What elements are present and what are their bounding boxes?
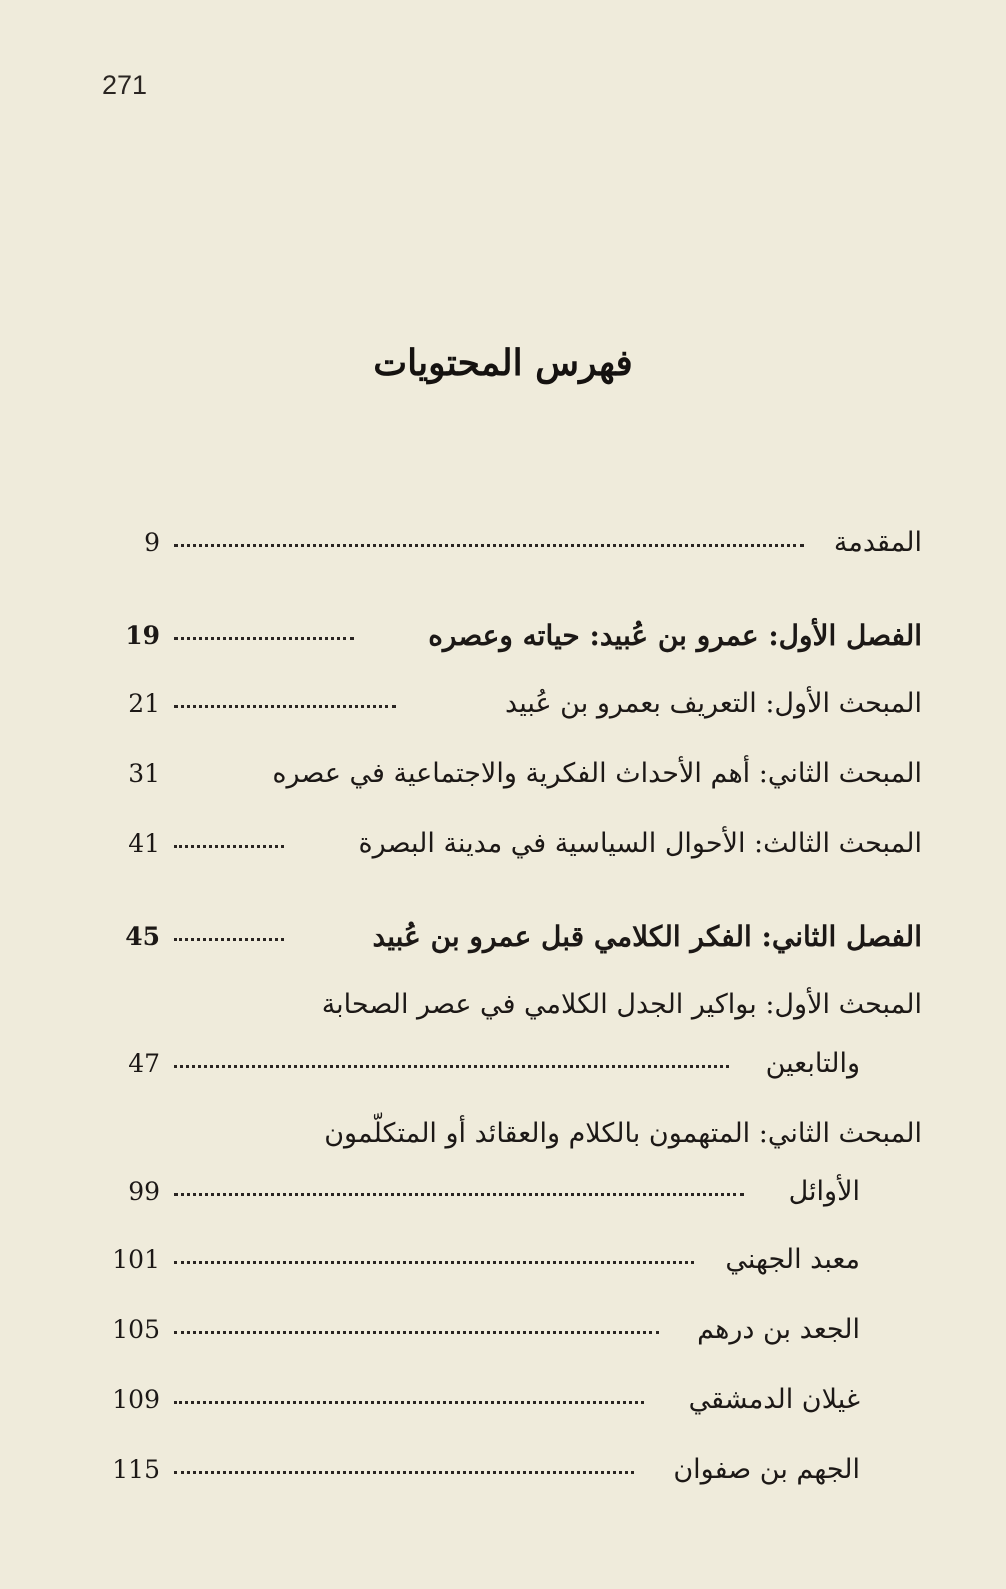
toc-entry-label: المبحث الأول: بواكير الجدل الكلامي في عصر الصحابة xyxy=(321,989,922,1020)
toc-entry-label: الجعد بن درهم xyxy=(697,1314,860,1345)
dot-leader xyxy=(174,845,284,848)
toc-entry-mabad[interactable] xyxy=(100,1240,922,1280)
dot-leader xyxy=(174,938,284,941)
toc-entry-label: المبحث الثاني: أهم الأحداث الفكرية والاجتماعية في عصره xyxy=(272,758,922,789)
page-number: 271 xyxy=(102,70,148,100)
toc-entry-page: 99 xyxy=(128,1177,160,1206)
toc-entry-chapter-2[interactable] xyxy=(100,917,922,957)
toc-entry-page: 41 xyxy=(128,829,160,858)
toc-entry-section-1-1[interactable] xyxy=(100,684,922,724)
toc-entry-jaad[interactable] xyxy=(100,1310,922,1350)
toc-entry-page: 45 xyxy=(125,922,160,951)
toc-entry-section-1-3[interactable] xyxy=(100,824,922,864)
toc-entry-label: المقدمة xyxy=(833,527,922,558)
toc-entry-label: والتابعين xyxy=(765,1048,860,1079)
toc-entry-page: 21 xyxy=(128,689,160,718)
dot-leader xyxy=(174,1065,729,1068)
toc-entry-page: 47 xyxy=(128,1049,160,1078)
toc-entry-label: غيلان الدمشقي xyxy=(688,1384,860,1415)
page-title: فهرس المحتويات xyxy=(373,342,633,384)
toc-entry-page: 9 xyxy=(144,528,160,557)
toc-entry-page: 109 xyxy=(112,1385,160,1414)
toc-entry-label: معبد الجهني xyxy=(725,1244,860,1275)
dot-leader xyxy=(174,1261,694,1264)
toc-entry-label: المبحث الثالث: الأحوال السياسية في مدينة البصرة xyxy=(358,828,922,859)
toc-entry-label: الفصل الثاني: الفكر الكلامي قبل عمرو بن عُبيد xyxy=(372,920,922,953)
toc-entry-label: الجهم بن صفوان xyxy=(673,1454,860,1485)
toc-entry-label: المبحث الثاني: المتهمون بالكلام والعقائد أو المتكلّمون xyxy=(324,1118,922,1149)
toc-entry-jahm[interactable] xyxy=(100,1450,922,1490)
toc-entry-section-2-2-cont[interactable] xyxy=(100,1172,922,1212)
toc-entry-page: 115 xyxy=(112,1455,160,1484)
toc-entry-section-2-1[interactable] xyxy=(100,985,922,1025)
dot-leader xyxy=(174,1193,744,1196)
toc-entry-label: الأوائل xyxy=(788,1176,860,1207)
toc-entry-section-1-2[interactable] xyxy=(100,754,922,794)
toc-entry-label: الفصل الأول: عمرو بن عُبيد: حياته وعصره xyxy=(428,619,922,652)
dot-leader xyxy=(174,544,804,547)
dot-leader xyxy=(174,705,396,708)
dot-leader xyxy=(174,1401,644,1404)
toc-entry-label: المبحث الأول: التعريف بعمرو بن عُبيد xyxy=(505,688,922,719)
dot-leader xyxy=(174,1331,659,1334)
dot-leader xyxy=(174,637,354,640)
toc-entry-chapter-1[interactable] xyxy=(100,616,922,656)
toc-entry-section-2-1-cont[interactable] xyxy=(100,1044,922,1084)
toc-entry-page: 101 xyxy=(112,1245,160,1274)
toc-entry-introduction[interactable] xyxy=(100,523,922,563)
toc-entry-page: 19 xyxy=(125,621,160,650)
toc-entry-page: 105 xyxy=(112,1315,160,1344)
dot-leader xyxy=(174,1471,634,1474)
toc-entry-ghaylan[interactable] xyxy=(100,1380,922,1420)
toc-entry-page: 31 xyxy=(128,759,160,788)
table-of-contents xyxy=(100,0,922,1589)
toc-entry-section-2-2[interactable] xyxy=(100,1114,922,1154)
